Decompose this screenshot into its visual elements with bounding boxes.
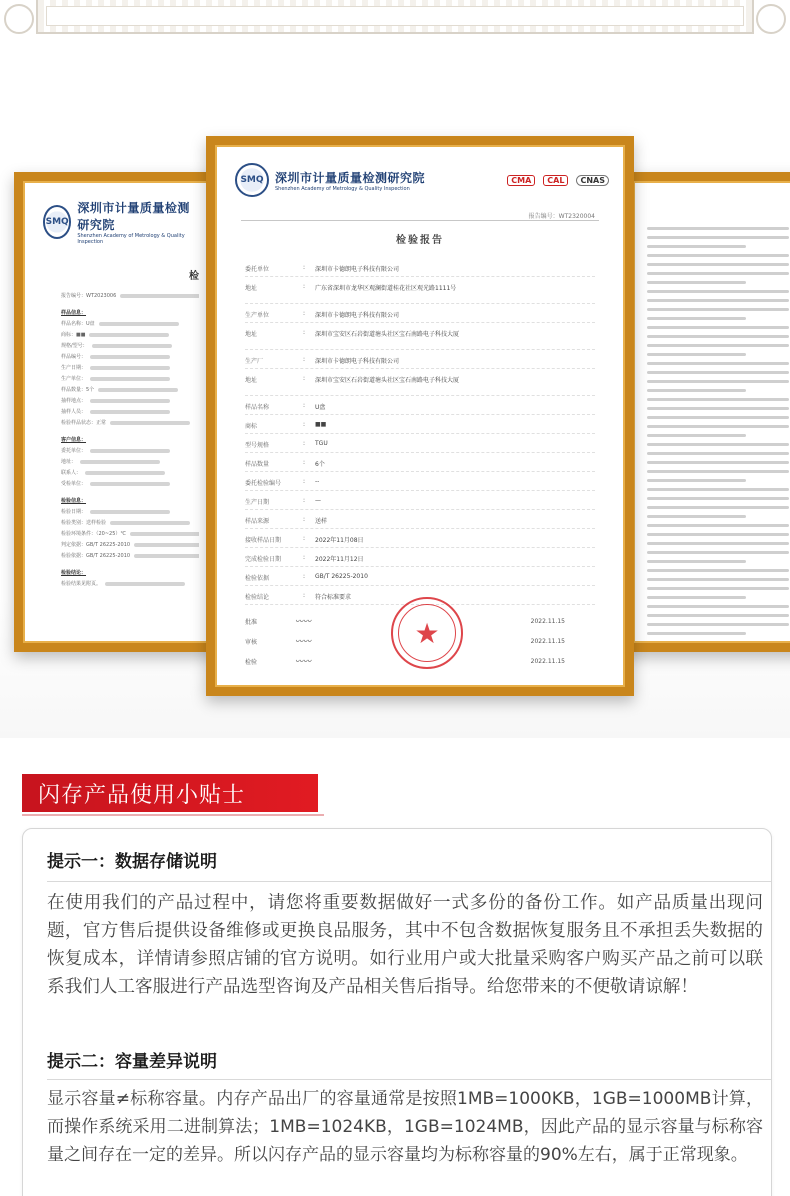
corner-ornament: [4, 4, 34, 34]
institute-name: 深圳市计量质量检测研究院: [275, 170, 426, 185]
tips-banner: [22, 774, 318, 812]
field-value: 深圳市卡德朗电子科技有限公司: [315, 266, 400, 273]
field-label: 完成检验日期: [245, 556, 282, 563]
field-value: 深圳市宝安区石岩街道塘头社区宝石南路电子科技大厦: [315, 377, 460, 384]
field-colon: :: [303, 592, 306, 599]
field-label: 地址: [245, 331, 258, 338]
field-value: --: [315, 478, 320, 485]
info-text: 检验结论：: [61, 570, 87, 576]
center-certificate-frame: [206, 136, 634, 696]
field-value: 深圳市卡德朗电子科技有限公司: [315, 358, 400, 365]
field-label: 地址: [245, 285, 258, 292]
info-line: [61, 419, 199, 430]
tip1-heading: 提示一：数据存储说明: [47, 852, 217, 872]
info-line: [61, 458, 199, 469]
certificate-showcase: [0, 48, 790, 738]
info-text: 检验日期：: [61, 509, 87, 515]
field-value: 2022年11月12日: [315, 556, 364, 563]
section-heading: [61, 436, 199, 447]
right-certificate-frame: [624, 172, 790, 652]
institute-name: 深圳市计量质量检测研究院: [77, 201, 190, 232]
info-text: 样品编号：: [61, 354, 87, 360]
field-label: 检验依据: [245, 575, 270, 582]
report-number: 报告编号：WT2320004: [528, 213, 595, 220]
field-value: 符合标准要求: [315, 594, 352, 601]
left-certificate-frame: [14, 172, 224, 652]
handwritten-signature: 〰〰: [295, 636, 311, 646]
tip1-body: 在使用我们的产品过程中，请您将重要数据做好一式多份的备份工作。如产品质量出现问题，官方售后提供设备维修或更换良品服务，其中不包含数据恢复服务且不承担丢失数据的恢复成本，详情请参照店铺的官方说明。如行业用户或大批量采购客户购买产品之前可以联系我们人工客服进行产品选型咨询及产品相关售后指导。给您带来的不便敬请谅解！: [47, 893, 763, 997]
field-label: 样品数量: [245, 461, 270, 468]
field-label: 委托检验编号: [245, 480, 282, 487]
info-text: 委托单位：: [61, 448, 87, 454]
field-colon: :: [303, 535, 306, 542]
field-colon: :: [303, 440, 306, 447]
section-heading: [61, 497, 199, 508]
info-line: [61, 397, 199, 408]
report-field-row: [245, 491, 595, 510]
signature-role: 审核: [245, 638, 258, 646]
top-decorative-border: [0, 0, 790, 48]
field-value: 2022年11月08日: [315, 537, 364, 544]
smq-logo-icon: SMQ: [235, 163, 269, 197]
field-colon: :: [303, 497, 306, 504]
info-line: [61, 292, 199, 303]
report-field-row: [245, 567, 595, 586]
report-field-row: [245, 472, 595, 491]
tips-card: [22, 828, 772, 1196]
field-colon: :: [303, 554, 306, 561]
accreditation-marks: [507, 175, 609, 186]
report-field-row: [245, 369, 595, 396]
report-field-row: [245, 350, 595, 369]
center-certificate-paper: [221, 151, 619, 681]
field-value: ■■: [315, 421, 327, 428]
info-text: 样品信息：: [61, 310, 87, 316]
info-text: 报告编号：WT2023006: [61, 293, 117, 299]
report-field-row: [245, 396, 595, 415]
info-line: [61, 342, 199, 353]
info-text: 检验依据：GB/T 26225-2010: [61, 553, 131, 559]
handwritten-signature: 〰〰: [295, 656, 311, 666]
report-field-row: [245, 258, 595, 277]
info-text: 判定依据：GB/T 26225-2010: [61, 542, 131, 548]
field-label: 商标: [245, 423, 258, 430]
field-label: 型号规格: [245, 442, 270, 449]
institute-name-en: Shenzhen Academy of Metrology & Quality Inspection: [275, 185, 410, 192]
field-colon: :: [303, 310, 306, 317]
report-field-row: [245, 304, 595, 323]
info-line: [61, 519, 199, 530]
info-line: [61, 353, 199, 364]
report-field-row: [245, 453, 595, 472]
field-label: 样品来源: [245, 518, 270, 525]
field-label: 委托单位: [245, 266, 270, 273]
field-label: 生产厂: [245, 358, 264, 365]
handwritten-signature: 〰〰: [295, 616, 311, 626]
institute-header: [29, 187, 209, 251]
info-text: 生产单位：: [61, 376, 87, 382]
field-colon: :: [303, 516, 306, 523]
field-colon: :: [303, 283, 306, 290]
signature-date: 2022.11.15: [530, 637, 565, 645]
field-label: 地址: [245, 377, 258, 384]
report-field-row: [245, 323, 595, 350]
signature-area: [221, 605, 619, 677]
cnas-mark-icon: CNAS: [576, 175, 609, 186]
report-fields: [221, 254, 619, 605]
report-title: 检验报告: [396, 235, 444, 246]
info-line: [61, 408, 199, 419]
divider: [47, 1079, 771, 1080]
signature-role: 批准: [245, 618, 258, 626]
institute-header: [221, 151, 619, 203]
info-line: [61, 552, 199, 563]
field-colon: :: [303, 478, 306, 485]
info-text: 客户信息：: [61, 437, 87, 443]
field-colon: :: [303, 264, 306, 271]
info-text: 检验类别：送样检验: [61, 520, 107, 526]
info-line: [61, 320, 199, 331]
field-colon: :: [303, 421, 306, 428]
right-certificate-paper: [639, 187, 790, 637]
info-line: [61, 375, 199, 386]
cal-mark-icon: CAL: [543, 175, 568, 186]
info-text: 规格/型号：: [61, 343, 88, 349]
report-field-row: [245, 529, 595, 548]
info-line: [61, 331, 199, 342]
divider: [241, 220, 599, 221]
field-label: 检验结论: [245, 594, 270, 601]
info-line: [61, 469, 199, 480]
smq-logo-icon: SMQ: [43, 205, 71, 239]
field-label: 生产单位: [245, 312, 270, 319]
info-text: 抽样地点：: [61, 398, 87, 404]
field-colon: :: [303, 329, 306, 336]
info-text: 样品名称：U盘: [61, 321, 95, 327]
info-line: [61, 530, 199, 541]
left-certificate-lines: [29, 282, 209, 591]
section-heading: [61, 309, 199, 320]
field-value: TGU: [315, 440, 328, 447]
left-certificate-paper: [29, 187, 209, 637]
report-field-row: [245, 277, 595, 304]
field-colon: :: [303, 375, 306, 382]
report-field-row: [245, 510, 595, 529]
field-colon: :: [303, 573, 306, 580]
section-heading: [61, 569, 199, 580]
info-text: 生产日期：: [61, 365, 87, 371]
tips-banner-title: 闪存产品使用小贴士: [38, 782, 246, 808]
info-text: 受检单位：: [61, 481, 87, 487]
tip2-heading: 提示二：容量差异说明: [47, 1052, 217, 1072]
field-value: 广东省深圳市龙华区观澜街道桂花社区观光路1111号: [315, 285, 457, 292]
tip2-body: 显示容量≠标称容量。内存产品出厂的容量通常是按照1MB=1000KB，1GB=1000MB计算，而操作系统采用二进制算法；1MB=1024KB，1GB=1024MB，因此产品的显示容量与标称容量之间存在一定的差异。所以闪存产品的显示容量均为标称容量的90%左右，属于正常现象。: [47, 1089, 763, 1165]
info-line: [61, 447, 199, 458]
left-certificate-title: 检: [189, 271, 199, 282]
cma-mark-icon: CMA: [507, 175, 535, 186]
field-value: 送样: [315, 518, 328, 525]
official-seal-icon: ★: [391, 597, 463, 669]
signature-date: 2022.11.15: [530, 657, 565, 665]
field-colon: :: [303, 402, 306, 409]
field-colon: :: [303, 459, 306, 466]
info-text: 地址：: [61, 459, 77, 465]
info-line: [61, 541, 199, 552]
info-line: [61, 480, 199, 491]
field-value: U盘: [315, 404, 326, 411]
field-label: 样品名称: [245, 404, 270, 411]
info-text: 检验结果见附页。: [61, 581, 102, 587]
info-text: 检验样品状态：正常: [61, 420, 107, 426]
signature-role: 检验: [245, 658, 258, 666]
report-field-row: [245, 434, 595, 453]
field-value: —: [315, 497, 321, 504]
info-line: [61, 508, 199, 519]
field-label: 生产日期: [245, 499, 270, 506]
signature-date: 2022.11.15: [530, 617, 565, 625]
field-value: 6个: [315, 461, 325, 468]
info-line: [61, 580, 199, 591]
divider: [47, 881, 771, 882]
info-line: [61, 364, 199, 375]
ornament-band: [36, 0, 754, 34]
corner-ornament: [756, 4, 786, 34]
report-field-row: [245, 415, 595, 434]
institute-name-en: Shenzhen Academy of Metrology & Quality Inspection: [77, 233, 185, 245]
info-text: 商标：■■: [61, 332, 86, 338]
field-value: 深圳市宝安区石岩街道塘头社区宝石南路电子科技大厦: [315, 331, 460, 338]
field-value: 深圳市卡德朗电子科技有限公司: [315, 312, 400, 319]
field-colon: :: [303, 356, 306, 363]
info-text: 样品数量：5个: [61, 387, 95, 393]
info-text: 检验环境条件：（20~25）℃: [61, 531, 127, 537]
field-value: GB/T 26225-2010: [315, 573, 368, 580]
report-field-row: [245, 548, 595, 567]
info-text: 联系人：: [61, 470, 82, 476]
info-line: [61, 386, 199, 397]
info-text: 检验信息：: [61, 498, 87, 504]
right-certificate-text: [639, 187, 790, 637]
field-label: 接收样品日期: [245, 537, 282, 544]
info-text: 抽样人员：: [61, 409, 87, 415]
